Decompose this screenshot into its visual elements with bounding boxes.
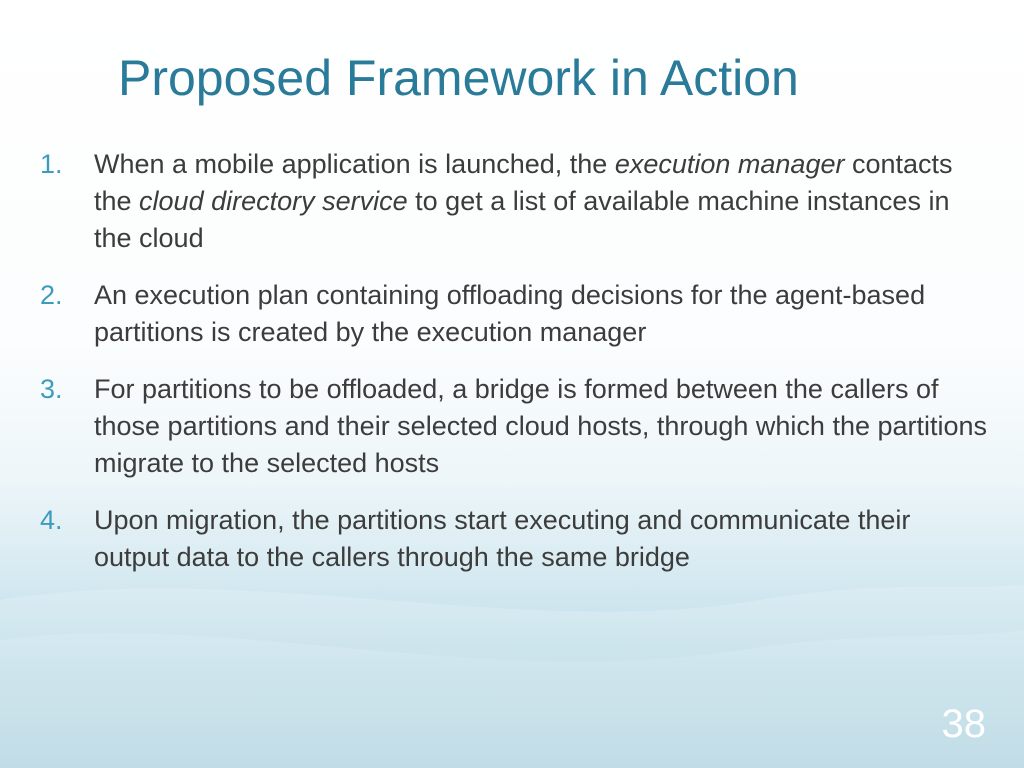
slide-title: Proposed Framework in Action: [118, 50, 799, 106]
list-item-text: [94, 277, 990, 351]
text-run: An execution plan containing offloading decisions for the agent-based partitions is created by the execution manager: [94, 280, 926, 347]
emphasized-term: cloud directory service: [139, 186, 408, 216]
numbered-list: [40, 146, 990, 596]
list-item: [40, 146, 990, 257]
list-item: [40, 277, 990, 351]
text-run: When a mobile application is launched, the: [94, 149, 615, 179]
list-item-number: 4.: [40, 505, 63, 535]
list-item-text: [94, 371, 990, 482]
list-item-text: [94, 502, 990, 576]
list-item-number: 3.: [40, 374, 63, 404]
text-run: contacts the: [94, 149, 953, 216]
list-item: [40, 502, 990, 576]
slide-number: 38: [941, 702, 986, 746]
emphasized-term: execution manager: [614, 149, 845, 179]
list-item-number: 1.: [40, 149, 63, 179]
list-item: [40, 371, 990, 482]
text-run: to get a list of available machine instances in the cloud: [94, 186, 950, 253]
list-item-number: 2.: [40, 280, 63, 310]
text-run: For partitions to be offloaded, a bridge is formed between the callers of those partitions and their selected cloud hosts, through which the partitions migrate to the selected hosts: [94, 374, 988, 478]
text-run: Upon migration, the partitions start executing and communicate their output data to the callers through the same bridge: [94, 505, 911, 572]
list-item-text: [94, 146, 990, 257]
